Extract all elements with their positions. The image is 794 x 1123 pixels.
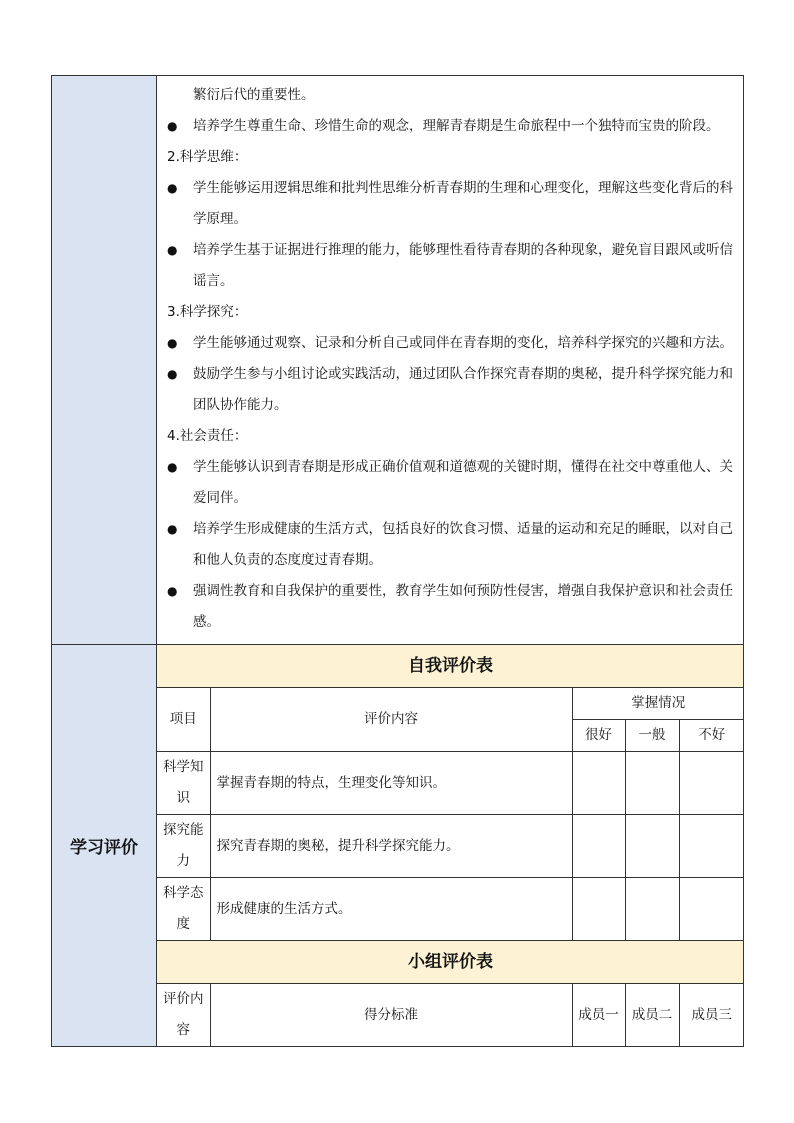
self-eval-title-row — [157, 645, 744, 688]
row-content: 探究青春期的奥秘，提升科学探究能力。 — [210, 815, 572, 878]
group-col-standard: 得分标准 — [210, 984, 572, 1047]
col-header-item: 项目 — [157, 688, 210, 752]
evaluation-content-cell — [157, 645, 744, 1047]
rating-cell[interactable] — [572, 815, 625, 878]
rating-cell[interactable] — [625, 878, 679, 941]
row-item: 科学知识 — [157, 752, 210, 815]
section-heading: 2.科学思维： — [167, 149, 248, 165]
document-page — [51, 75, 743, 1047]
rating-cell[interactable] — [679, 878, 744, 941]
col-header-mastery: 掌握情况 — [572, 688, 744, 720]
section-heading: 3.科学探究： — [167, 304, 248, 320]
row-content: 掌握青春期的特点，生理变化等知识。 — [210, 752, 572, 815]
row-content: 形成健康的生活方式。 — [210, 878, 572, 941]
rating-cell[interactable] — [679, 752, 744, 815]
member-3-header: 成员三 — [679, 984, 744, 1047]
rating-cell[interactable] — [625, 752, 679, 815]
bullet-item: ● 培养学生尊重生命、珍惜生命的观念，理解青春期是生命旅程中一个独特而宝贵的阶段。 — [167, 111, 737, 142]
bullet-item: ● 鼓励学生参与小组讨论或实践活动，通过团队合作探究青春期的奥秘，提升科学探究能力和团队协作能力。 — [167, 359, 737, 421]
bullet-icon: ● — [167, 584, 178, 598]
rating-cell[interactable] — [679, 815, 744, 878]
objectives-content-cell — [157, 76, 744, 645]
rating-cell[interactable] — [572, 878, 625, 941]
lesson-plan-table — [51, 75, 744, 1047]
member-1-header: 成员一 — [572, 984, 625, 1047]
evaluation-tables — [157, 645, 744, 1046]
table-row — [157, 878, 744, 941]
bullet-icon: ● — [167, 460, 178, 474]
level-good: 很好 — [572, 720, 625, 752]
table-row — [157, 752, 744, 815]
bullet-item: ● 学生能够运用逻辑思维和批判性思维分析青春期的生理和心理变化，理解这些变化背后的科学原理。 — [167, 173, 737, 235]
bullet-item: ● 培养学生形成健康的生活方式，包括良好的饮食习惯、适量的运动和充足的睡眠，以对自己和他人负责的态度度过青春期。 — [167, 514, 737, 576]
bullet-icon: ● — [167, 243, 178, 257]
bullet-icon: ● — [167, 367, 178, 381]
group-col-item: 评价内容 — [157, 984, 210, 1047]
bullet-icon: ● — [167, 119, 178, 133]
group-eval-header-row — [157, 984, 744, 1047]
rating-cell[interactable] — [572, 752, 625, 815]
objectives-row — [52, 76, 744, 645]
evaluation-row — [52, 645, 744, 1047]
section-heading: 4.社会责任： — [167, 428, 248, 444]
bullet-icon: ● — [167, 522, 178, 536]
bullet-item: ● 强调性教育和自我保护的重要性，教育学生如何预防性侵害，增强自我保护意识和社会责任感。 — [167, 576, 737, 638]
self-eval-header-row — [157, 688, 744, 720]
level-average: 一般 — [625, 720, 679, 752]
table-row — [157, 815, 744, 878]
rating-cell[interactable] — [625, 815, 679, 878]
bullet-icon: ● — [167, 336, 178, 350]
row-item: 科学态度 — [157, 878, 210, 941]
group-eval-title-row — [157, 941, 744, 984]
row-item: 探究能力 — [157, 815, 210, 878]
objectives-left-cell — [52, 76, 157, 645]
continuation-text: 繁衍后代的重要性。 — [193, 87, 315, 103]
bullet-item: ● 学生能够通过观察、记录和分析自己或同伴在青春期的变化，培养科学探究的兴趣和方法。 — [167, 328, 737, 359]
evaluation-label: 学习评价 — [52, 645, 157, 1047]
group-eval-title: 小组评价表 — [157, 941, 744, 984]
bullet-item: ● 培养学生基于证据进行推理的能力，能够理性看待青春期的各种现象，避免盲目跟风或听信谣言。 — [167, 235, 737, 297]
bullet-item: ● 学生能够认识到青春期是形成正确价值观和道德观的关键时期，懂得在社交中尊重他人、关爱同伴。 — [167, 452, 737, 514]
member-2-header: 成员二 — [625, 984, 679, 1047]
col-header-content: 评价内容 — [210, 688, 572, 752]
level-bad: 不好 — [679, 720, 744, 752]
bullet-icon: ● — [167, 181, 178, 195]
self-eval-title: 自我评价表 — [157, 645, 744, 688]
